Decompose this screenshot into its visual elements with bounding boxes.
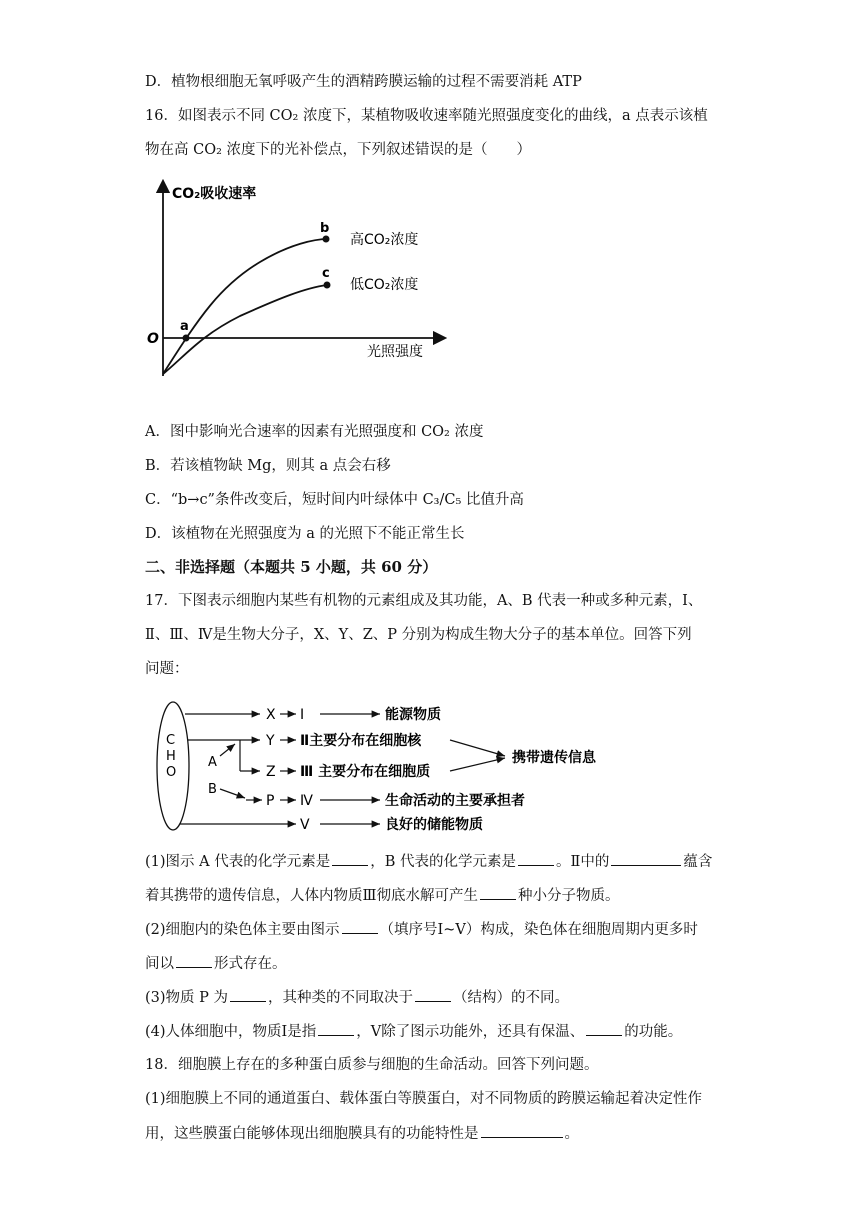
q18-sub1-line2: 用，这些膜蛋白能够体现出细胞膜具有的功能特性是 。 <box>145 1123 579 1144</box>
q17-element-composition-diagram <box>150 696 620 836</box>
function-energy: 能源物质 <box>385 707 441 723</box>
macro-5: Ⅴ <box>300 817 310 833</box>
label-a: A <box>208 755 217 770</box>
q16-stem-line2: 物在高 CO₂ 浓度下的光补偿点，下列叙述错误的是（ ） <box>145 142 532 158</box>
curve-low-label: 低CO₂浓度 <box>350 277 419 293</box>
arrow-b <box>220 789 245 798</box>
blank-substance-p[interactable] <box>230 987 266 1002</box>
curve-high-co2 <box>163 239 328 374</box>
macro-3: Ⅲ 主要分布在细胞质 <box>300 764 431 780</box>
arrow-2-to-shared <box>450 740 505 756</box>
q16-option-d: D．该植物在光照强度为 a 的光照下不能正常生长 <box>145 526 465 542</box>
q17-sub3: (3)物质 P 为 ，其种类的不同取决于 （结构）的不同。 <box>145 987 569 1008</box>
blank-b-element[interactable] <box>518 851 554 866</box>
point-c-label: c <box>322 266 330 281</box>
arrow-3-to-shared <box>450 758 505 771</box>
element-o: O <box>166 765 177 780</box>
blank-substance-5-function[interactable] <box>586 1021 622 1036</box>
q17-sub1-line2: 着其携带的遗传信息，人体内物质Ⅲ彻底水解可产生 种小分子物质。 <box>145 885 619 906</box>
q17-sub2-line1: (2)细胞内的染色体主要由图示 （填序号Ⅰ~Ⅴ）构成，染色体在细胞周期内更多时 <box>145 919 698 940</box>
blank-genetic-info-carrier[interactable] <box>611 851 681 866</box>
blank-chromatin-form[interactable] <box>176 953 212 968</box>
curve-high-label: 高CO₂浓度 <box>350 232 419 248</box>
q17-stem-line3: 问题： <box>145 661 189 677</box>
element-c: C <box>166 733 176 748</box>
y-axis-label: CO₂吸收速率 <box>172 186 257 202</box>
q17-sub4: (4)人体细胞中，物质Ⅰ是指 ，Ⅴ除了图示功能外，还具有保温、 的功能。 <box>145 1021 682 1042</box>
macro-4: Ⅳ <box>300 793 313 809</box>
q16-option-b: B．若该植物缺 Mg，则其 a 点会右移 <box>145 458 391 474</box>
q16-option-a: A．图中影响光合速率的因素有光照强度和 CO₂ 浓度 <box>145 424 484 440</box>
arrow-a <box>220 744 235 756</box>
point-a-label: a <box>180 319 189 334</box>
q18-stem: 18．细胞膜上存在的多种蛋白质参与细胞的生命活动。回答下列问题。 <box>145 1057 599 1073</box>
blank-a-element[interactable] <box>332 851 368 866</box>
unit-x: X <box>266 707 276 723</box>
element-h: H <box>166 749 176 764</box>
function-life-activity: 生命活动的主要承担者 <box>385 793 525 809</box>
function-genetic-info: 携带遗传信息 <box>512 750 596 766</box>
point-c-marker <box>324 282 331 289</box>
macro-1: Ⅰ <box>300 707 305 723</box>
blank-chromosome-components[interactable] <box>342 919 378 934</box>
unit-p: P <box>266 793 275 809</box>
q17-stem-line1: 17．下图表示细胞内某些有机物的元素组成及其功能，A、B 代表一种或多种元素，Ⅰ、 <box>145 593 703 609</box>
unit-z: Z <box>266 764 276 780</box>
blank-membrane-property[interactable] <box>481 1123 563 1138</box>
q17-stem-line2: Ⅱ、Ⅲ、Ⅳ是生物大分子，X、Y、Z、P 分别为构成生物大分子的基本单位。回答下列 <box>145 627 692 643</box>
q16-light-curve-figure <box>140 176 450 391</box>
origin-label: O <box>147 331 159 347</box>
x-axis-label: 光照强度 <box>367 344 423 360</box>
blank-substance-1[interactable] <box>318 1021 354 1036</box>
label-b: B <box>208 782 217 797</box>
point-a-marker <box>183 335 190 342</box>
blank-hydrolysis-count[interactable] <box>480 885 516 900</box>
q15-option-d: D．植物根细胞无氧呼吸产生的酒精跨膜运输的过程不需要消耗 ATP <box>145 74 582 90</box>
point-b-label: b <box>320 221 330 236</box>
q17-sub2-line2: 间以 形式存在。 <box>145 953 287 974</box>
function-energy-storage: 良好的储能物质 <box>385 817 483 833</box>
q16-stem-line1: 16．如图表示不同 CO₂ 浓度下，某植物吸收速率随光照强度变化的曲线，a 点表示该植 <box>145 108 708 124</box>
q16-option-c: C．“b→c”条件改变后，短时间内叶绿体中 C₃/C₅ 比值升高 <box>145 492 524 508</box>
unit-y: Y <box>266 733 275 749</box>
section2-heading: 二、非选择题（本题共 5 小题，共 60 分） <box>145 558 438 576</box>
macro-2: Ⅱ主要分布在细胞核 <box>300 733 422 749</box>
q17-sub1-line1: (1)图示 A 代表的化学元素是 ，B 代表的化学元素是 。Ⅱ中的 蕴含 <box>145 851 712 872</box>
point-b-marker <box>323 236 330 243</box>
q18-sub1-line1: (1)细胞膜上不同的通道蛋白、载体蛋白等膜蛋白，对不同物质的跨膜运输起着决定性作 <box>145 1091 703 1107</box>
blank-r-group[interactable] <box>415 987 451 1002</box>
